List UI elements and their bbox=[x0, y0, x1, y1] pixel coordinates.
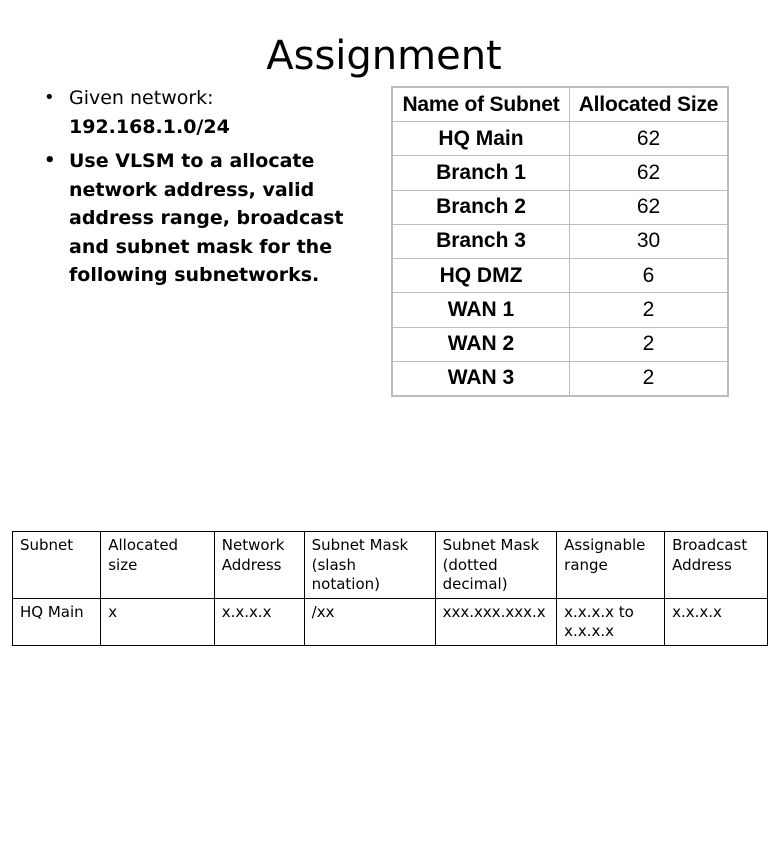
cell-broadcast-address: x.x.x.x bbox=[665, 598, 768, 645]
subnet-name: WAN 3 bbox=[393, 361, 570, 395]
worksheet-table bbox=[12, 531, 768, 646]
subnet-name: Branch 2 bbox=[393, 190, 570, 224]
header-name-of-subnet: Name of Subnet bbox=[393, 88, 570, 122]
cell-allocated-size: x bbox=[101, 598, 215, 645]
subnet-size: 2 bbox=[570, 361, 728, 395]
subnet-size: 2 bbox=[570, 327, 728, 361]
header-network-address: Network Address bbox=[214, 532, 304, 599]
header-allocated-size: Allocated Size bbox=[570, 88, 728, 122]
subnet-size: 6 bbox=[570, 259, 728, 293]
subnet-size: 62 bbox=[570, 122, 728, 156]
instruction-text: Use VLSM to a allocate network address, valid address range, broadcast and subnet mask for the following subnetworks. bbox=[69, 150, 344, 286]
subnet-size: 62 bbox=[570, 156, 728, 190]
cell-subnet-mask-slash: /xx bbox=[304, 598, 435, 645]
subnet-name: WAN 1 bbox=[393, 293, 570, 327]
cell-assignable-range: x.x.x.x to x.x.x.x bbox=[557, 598, 665, 645]
cell-subnet: HQ Main bbox=[13, 598, 101, 645]
header-assignable-range: Assignable range bbox=[557, 532, 665, 599]
subnet-size: 2 bbox=[570, 293, 728, 327]
allocation-table bbox=[392, 87, 728, 396]
bullet-instruction bbox=[44, 147, 384, 290]
subnet-name: HQ DMZ bbox=[393, 259, 570, 293]
subnet-size: 30 bbox=[570, 224, 728, 258]
subnet-name: WAN 2 bbox=[393, 327, 570, 361]
bullet-given-network bbox=[44, 84, 384, 141]
subnet-name: HQ Main bbox=[393, 122, 570, 156]
cell-subnet-mask-dotted: xxx.xxx.xxx.x bbox=[435, 598, 557, 645]
subnet-size: 62 bbox=[570, 190, 728, 224]
table-row bbox=[393, 361, 728, 395]
table-row bbox=[393, 190, 728, 224]
subnet-name: Branch 1 bbox=[393, 156, 570, 190]
worksheet-header-row bbox=[13, 532, 768, 599]
allocation-table-image bbox=[391, 86, 729, 397]
table-row bbox=[393, 122, 728, 156]
header-allocated-size: Allocated size bbox=[101, 532, 215, 599]
header-subnet-mask-slash: Subnet Mask (slash notation) bbox=[304, 532, 435, 599]
header-subnet-mask-dotted: Subnet Mask (dotted decimal) bbox=[435, 532, 557, 599]
subnet-name: Branch 3 bbox=[393, 224, 570, 258]
table-row bbox=[393, 259, 728, 293]
given-network-label: Given network: bbox=[69, 87, 214, 109]
slide-title: Assignment bbox=[266, 33, 502, 79]
header-subnet: Subnet bbox=[13, 532, 101, 599]
table-row bbox=[393, 156, 728, 190]
given-network-value: 192.168.1.0/24 bbox=[69, 115, 230, 138]
allocation-table-header bbox=[393, 88, 728, 122]
cell-network-address: x.x.x.x bbox=[214, 598, 304, 645]
bullet-list bbox=[44, 84, 384, 296]
table-row bbox=[393, 293, 728, 327]
table-row bbox=[13, 598, 768, 645]
table-row bbox=[393, 224, 728, 258]
header-broadcast-address: Broadcast Address bbox=[665, 532, 768, 599]
table-row bbox=[393, 327, 728, 361]
